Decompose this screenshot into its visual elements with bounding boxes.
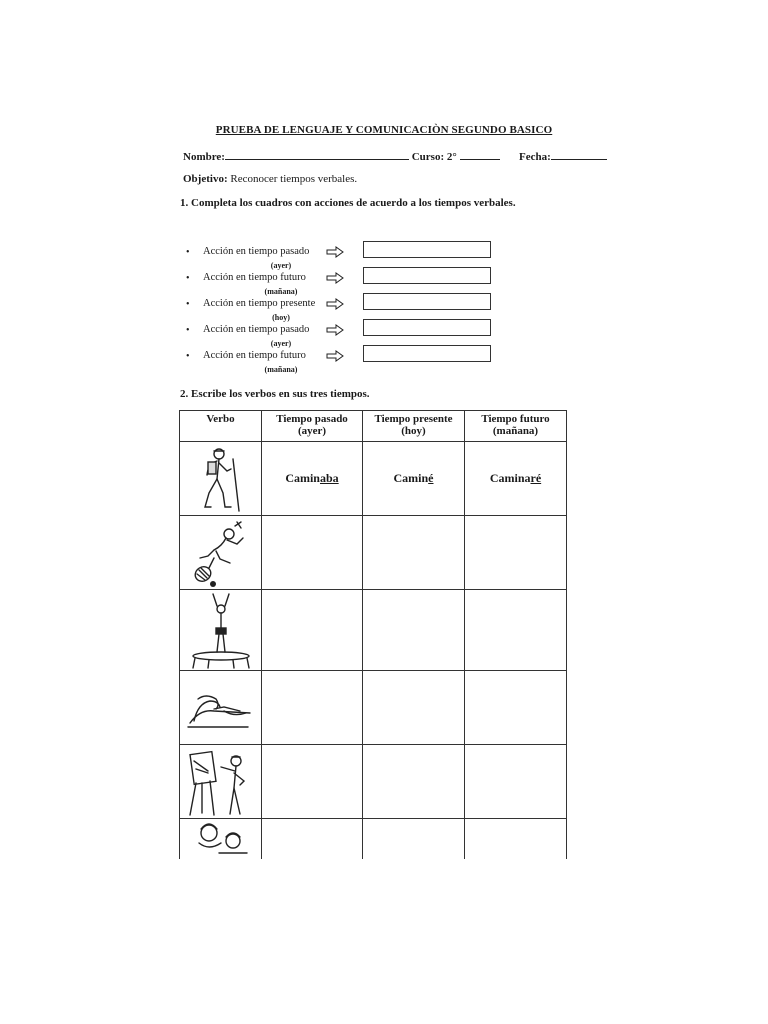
item-label: Acción en tiempo pasado [203, 246, 310, 257]
present-answer-cell[interactable] [363, 590, 465, 671]
item-time: (mañana) [264, 287, 298, 296]
verb-picture-cell [180, 590, 262, 671]
student-info-line [183, 150, 607, 163]
bullet-icon: • [186, 351, 190, 362]
tennis-player-icon [191, 518, 251, 588]
right-arrow-icon [326, 298, 344, 310]
table-row [180, 819, 567, 860]
answer-box[interactable] [363, 241, 491, 258]
bullet-icon: • [186, 299, 190, 310]
answer-box[interactable] [363, 345, 491, 362]
page-title: PRUEBA DE LENGUAJE Y COMUNICACIÒN SEGUNDO BASICO [215, 124, 553, 136]
children-reading-icon [189, 819, 253, 859]
name-label: Nombre: [183, 151, 225, 163]
item-time: (ayer) [270, 339, 292, 348]
answer-box[interactable] [363, 319, 491, 336]
bullet-icon: • [186, 247, 190, 258]
header-present: Tiempo presente (hoy) [363, 411, 465, 442]
past-answer-cell[interactable] [262, 745, 363, 819]
item-label: Acción en tiempo presente [203, 298, 316, 309]
verb-picture-cell [180, 819, 262, 860]
present-answer-cell[interactable] [363, 819, 465, 860]
header-future: Tiempo futuro (mañana) [465, 411, 567, 442]
item-label: Acción en tiempo futuro [203, 272, 306, 283]
objective-text: Reconocer tiempos verbales. [227, 173, 358, 185]
verb-picture-cell [180, 516, 262, 590]
table-row [180, 745, 567, 819]
painter-at-easel-icon [186, 747, 256, 817]
verb-picture-cell [180, 442, 262, 516]
present-answer-cell[interactable] [363, 671, 465, 745]
table-row [180, 671, 567, 745]
table-row [180, 442, 567, 516]
trampoline-jumper-icon [189, 590, 253, 670]
sleeping-person-icon [184, 683, 258, 733]
future-answer-cell[interactable] [465, 590, 567, 671]
verb-picture-cell [180, 745, 262, 819]
course-blank[interactable] [460, 150, 500, 160]
item-time: (mañana) [264, 365, 298, 374]
present-answer-cell[interactable] [363, 516, 465, 590]
table-header-row [180, 411, 567, 442]
past-answer-cell[interactable] [262, 671, 363, 745]
future-answer-cell[interactable] [465, 516, 567, 590]
present-answer-cell[interactable] [363, 745, 465, 819]
bullet-icon: • [186, 325, 190, 336]
item-label: Acción en tiempo pasado [203, 324, 310, 335]
answer-box[interactable] [363, 267, 491, 284]
right-arrow-icon [326, 324, 344, 336]
future-answer-cell[interactable] [465, 671, 567, 745]
future-answer-cell[interactable] [465, 745, 567, 819]
exercise2-title: 2. Escribe los verbos en sus tres tiempos. [180, 388, 370, 400]
future-example-cell: Caminaré [465, 442, 567, 516]
past-answer-cell[interactable] [262, 819, 363, 860]
answer-box[interactable] [363, 293, 491, 310]
walking-hiker-icon [193, 444, 249, 514]
verb-tenses-table [179, 410, 567, 859]
date-blank[interactable] [551, 150, 607, 160]
past-answer-cell[interactable] [262, 590, 363, 671]
past-example-cell: Caminaba [262, 442, 363, 516]
name-blank[interactable] [225, 150, 409, 160]
right-arrow-icon [326, 272, 344, 284]
right-arrow-icon [326, 246, 344, 258]
table-row [180, 590, 567, 671]
verb-picture-cell [180, 671, 262, 745]
exercise1-title: 1. Completa los cuadros con acciones de acuerdo a los tiempos verbales. [180, 197, 516, 209]
item-time: (ayer) [270, 261, 292, 270]
objective [183, 173, 357, 185]
course-label: Curso: 2° [411, 151, 457, 163]
header-verb: Verbo [180, 411, 262, 442]
item-label: Acción en tiempo futuro [203, 350, 306, 361]
past-answer-cell[interactable] [262, 516, 363, 590]
present-example-cell: Caminé [363, 442, 465, 516]
item-time: (hoy) [272, 313, 290, 322]
bullet-icon: • [186, 273, 190, 284]
future-answer-cell[interactable] [465, 819, 567, 860]
objective-label: Objetivo: [183, 173, 228, 185]
table-row [180, 516, 567, 590]
right-arrow-icon [326, 350, 344, 362]
date-label: Fecha: [519, 151, 551, 163]
exercise1-item [186, 350, 506, 376]
header-past: Tiempo pasado (ayer) [262, 411, 363, 442]
